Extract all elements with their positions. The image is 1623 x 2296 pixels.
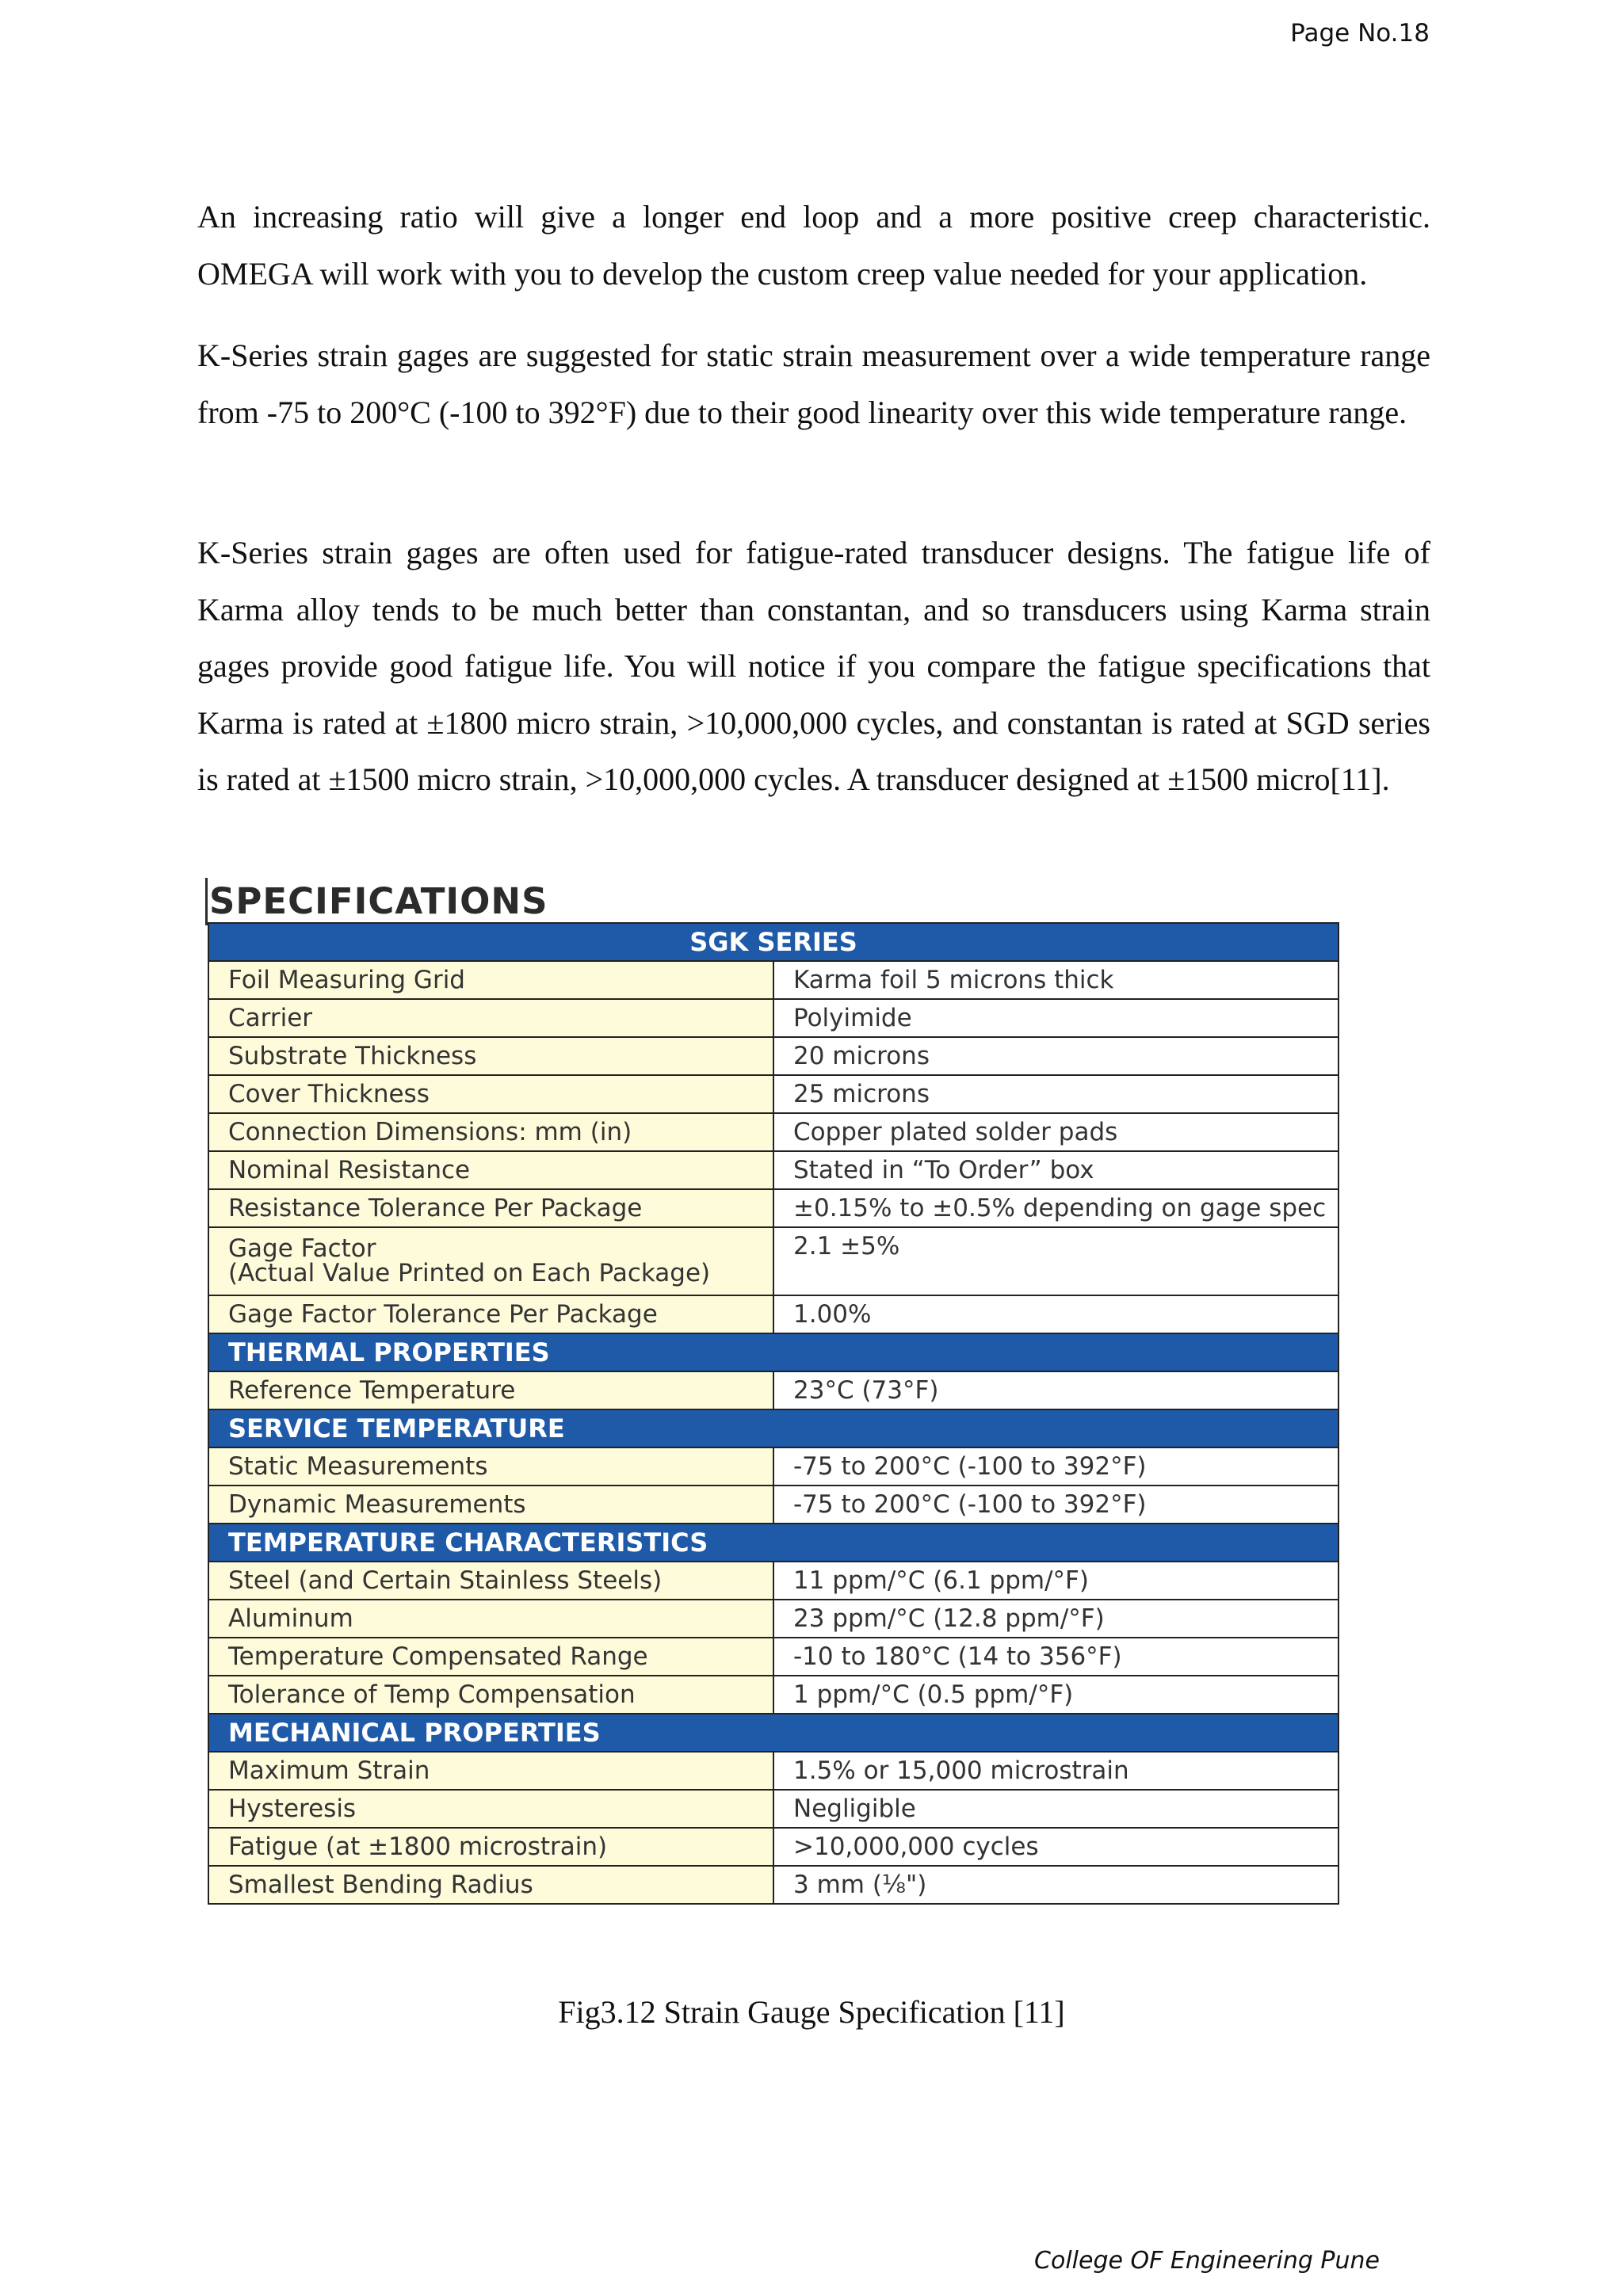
section-row-temperature (208, 1524, 1338, 1562)
table-row (208, 1189, 1338, 1227)
table-row (208, 1151, 1338, 1189)
spec-label: Maximum Strain (208, 1752, 773, 1790)
spec-label: Connection Dimensions: mm (in) (208, 1113, 773, 1151)
spec-label: Resistance Tolerance Per Package (208, 1189, 773, 1227)
spec-label: Nominal Resistance (208, 1151, 773, 1189)
spec-value: 3 mm (⅛") (773, 1866, 1338, 1904)
spec-value: Negligible (773, 1790, 1338, 1828)
paragraph-fatigue: K-Series strain gages are often used for fatigue-rated transducer designs. The fatigue life of Karma alloy tends to be much better than constantan, and so transducers using Karma strain gages provide good fatigue life. You will notice if you compare the fatigue specifications that Karma is rated at ±1800 micro strain, >10,000,000 cycles, and constantan is rated at SGD series is rated at ±1500 micro strain, >10,000,000 cycles. A transducer designed at ±1500 micro[11]. (197, 535, 1430, 797)
spec-label: Cover Thickness (208, 1075, 773, 1113)
section-row-service (208, 1409, 1338, 1447)
table-row (208, 999, 1338, 1037)
section-title: MECHANICAL PROPERTIES (208, 1714, 1338, 1752)
page-number: Page No.18 (1290, 19, 1430, 48)
footer-institution: College OF Engineering Pune (1034, 2247, 1380, 2275)
spec-label: Smallest Bending Radius (208, 1866, 773, 1904)
spec-label: Temperature Compensated Range (208, 1638, 773, 1676)
section-title: TEMPERATURE CHARACTERISTICS (208, 1524, 1338, 1562)
table-row (208, 1295, 1338, 1333)
spec-value: Karma foil 5 microns thick (773, 961, 1338, 999)
spec-value: 11 ppm/°C (6.1 ppm/°F) (773, 1562, 1338, 1600)
spec-label-main: Gage Factor (228, 1234, 376, 1263)
table-row (208, 1075, 1338, 1113)
spec-value: 25 microns (773, 1075, 1338, 1113)
table-row (208, 961, 1338, 999)
series-title: SGK SERIES (208, 923, 1338, 961)
spec-value: Copper plated solder pads (773, 1113, 1338, 1151)
table-row (208, 1752, 1338, 1790)
spec-label: Steel (and Certain Stainless Steels) (208, 1562, 773, 1600)
table-row (208, 1600, 1338, 1638)
spec-value: Polyimide (773, 999, 1338, 1037)
section-row-thermal (208, 1333, 1338, 1371)
spec-label: Gage Factor Tolerance Per Package (208, 1295, 773, 1333)
spec-value: 1 ppm/°C (0.5 ppm/°F) (773, 1676, 1338, 1714)
section-title: SERVICE TEMPERATURE (208, 1409, 1338, 1447)
table-row (208, 1828, 1338, 1866)
spec-value: 23 ppm/°C (12.8 ppm/°F) (773, 1600, 1338, 1638)
spec-label-sub: (Actual Value Printed on Each Package) (228, 1259, 711, 1287)
spec-value: ±0.15% to ±0.5% depending on gage spec (773, 1189, 1338, 1227)
paragraph-static-strain: K-Series strain gages are suggested for static strain measurement over a wide temperature range from -75 to 200°C (-100 to 392°F) due to their good linearity over this wide temperature range. (197, 338, 1430, 430)
spec-label: Aluminum (208, 1600, 773, 1638)
table-row (208, 1227, 1338, 1295)
specifications-heading: SPECIFICATIONS (205, 878, 548, 925)
paragraph-creep: An increasing ratio will give a longer end loop and a more positive creep characteristic. OMEGA will work with you to develop the custom creep value needed for your application. (197, 199, 1430, 292)
table-row (208, 1676, 1338, 1714)
spec-label: Foil Measuring Grid (208, 961, 773, 999)
table-row (208, 1486, 1338, 1524)
spec-label (208, 1227, 773, 1295)
spec-value: 20 microns (773, 1037, 1338, 1075)
spec-value: 23°C (73°F) (773, 1371, 1338, 1409)
section-row-mechanical (208, 1714, 1338, 1752)
spec-label: Hysteresis (208, 1790, 773, 1828)
spec-value: -75 to 200°C (-100 to 392°F) (773, 1447, 1338, 1486)
spec-value: 1.00% (773, 1295, 1338, 1333)
table-row (208, 1562, 1338, 1600)
spec-value: 2.1 ±5% (773, 1227, 1338, 1295)
spec-value: Stated in “To Order” box (773, 1151, 1338, 1189)
specifications-table (208, 922, 1339, 1905)
spec-label: Substrate Thickness (208, 1037, 773, 1075)
spec-label: Carrier (208, 999, 773, 1037)
table-row (208, 1037, 1338, 1075)
table-row (208, 1866, 1338, 1904)
table-row (208, 1638, 1338, 1676)
spec-label: Tolerance of Temp Compensation (208, 1676, 773, 1714)
table-row (208, 1447, 1338, 1486)
spec-value: >10,000,000 cycles (773, 1828, 1338, 1866)
spec-label: Reference Temperature (208, 1371, 773, 1409)
spec-label: Fatigue (at ±1800 microstrain) (208, 1828, 773, 1866)
table-row (208, 1790, 1338, 1828)
section-row-series (208, 923, 1338, 961)
table-row (208, 1113, 1338, 1151)
figure-caption: Fig3.12 Strain Gauge Specification [11] (558, 1994, 1065, 2030)
spec-value: -75 to 200°C (-100 to 392°F) (773, 1486, 1338, 1524)
spec-value: 1.5% or 15,000 microstrain (773, 1752, 1338, 1790)
spec-label: Static Measurements (208, 1447, 773, 1486)
table-row (208, 1371, 1338, 1409)
spec-value: -10 to 180°C (14 to 356°F) (773, 1638, 1338, 1676)
section-title: THERMAL PROPERTIES (208, 1333, 1338, 1371)
spec-label: Dynamic Measurements (208, 1486, 773, 1524)
